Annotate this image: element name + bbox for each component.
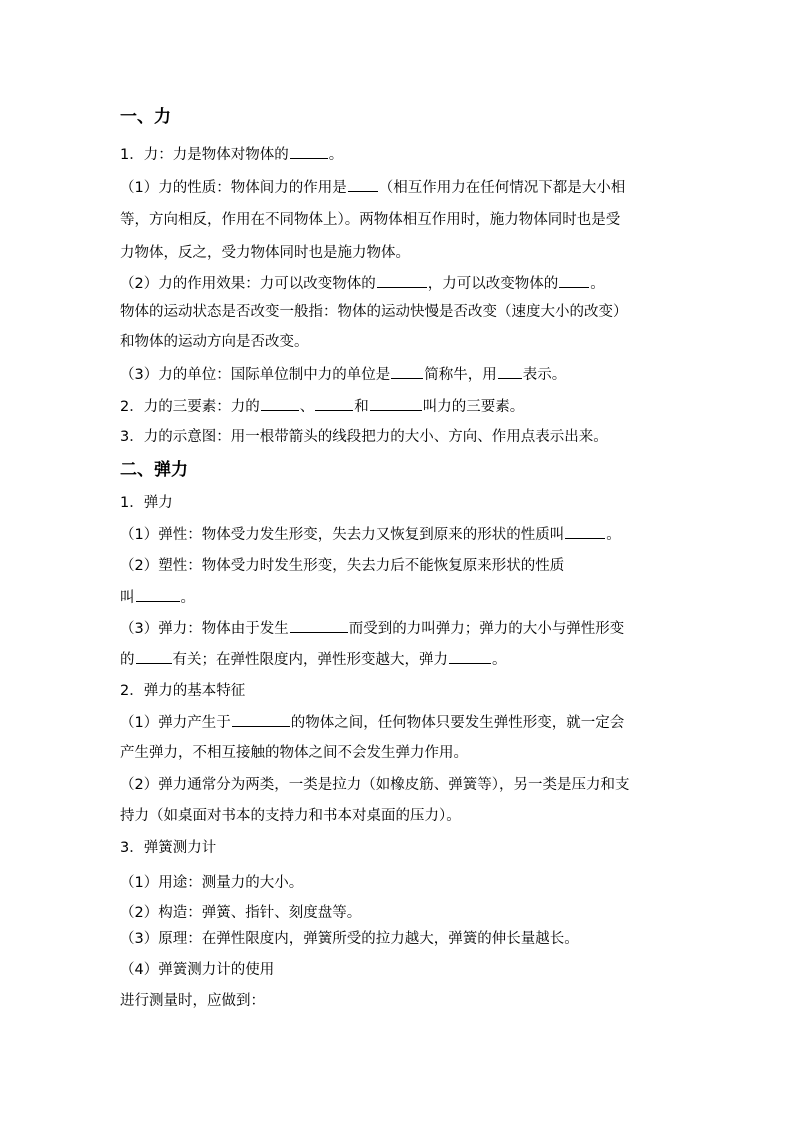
paragraph-force-nature-1 — [120, 177, 625, 198]
text: （1）弹性：物体受力发生形变，失去力又恢复到原来的形状的性质叫 — [120, 527, 565, 543]
text: 。 — [328, 147, 344, 163]
text: 1．力：力是物体对物体的 — [120, 147, 289, 163]
paragraph-elastic-force-2 — [120, 649, 507, 670]
fill-blank — [377, 273, 427, 288]
text: 而受到的力叫弹力；弹力的大小与弹性形变 — [348, 621, 625, 637]
fill-blank — [498, 364, 522, 379]
text: 、 — [299, 399, 315, 415]
text: 的物体之间，任何物体只要发生弹性形变，就一定会 — [290, 715, 625, 731]
paragraph-spring-principle: （3）原理：在弹性限度内，弹簧所受的拉力越大，弹簧的伸长量越长。 — [120, 931, 579, 947]
paragraph-spring-usage: （4）弹簧测力计的使用 — [120, 962, 275, 978]
fill-blank — [565, 524, 605, 539]
paragraph-feature-1a — [120, 712, 624, 733]
section-heading-force: 一、力 — [120, 107, 171, 127]
paragraph-force-nature-3: 力物体，反之，受力物体同时也是施力物体。 — [120, 245, 410, 261]
fill-blank — [370, 396, 422, 411]
fill-blank — [315, 396, 353, 411]
text: （1）弹力产生于 — [120, 715, 231, 731]
text: 的 — [120, 652, 135, 668]
text: （3）力的单位：国际单位制中力的单位是 — [120, 367, 391, 383]
fill-blank — [136, 649, 172, 664]
paragraph-plasticity-2 — [120, 587, 195, 608]
paragraph-force-effect — [120, 273, 605, 294]
text: 。 — [492, 652, 507, 668]
paragraph-elastic-force-1 — [120, 618, 624, 639]
paragraph-motion-state-2: 和物体的运动方向是否改变。 — [120, 334, 309, 350]
text: （1）力的性质：物体间力的作用是 — [120, 180, 347, 196]
text: 。 — [590, 276, 605, 292]
paragraph-feature-2b: 持力（如桌面对书本的支持力和书本对桌面的压力）。 — [120, 808, 461, 824]
paragraph-feature-1b: 产生弹力，不相互接触的物体之间不会发生弹力作用。 — [120, 745, 468, 761]
text: 有关；在弹性限度内，弹性形变越大，弹力 — [172, 652, 448, 668]
text: 。 — [180, 590, 195, 606]
subheading-elastic-force: 1．弹力 — [120, 495, 173, 511]
paragraph-motion-state-1: 物体的运动状态是否改变一般指：物体的运动快慢是否改变（速度大小的改变） — [120, 304, 628, 320]
paragraph-feature-2a: （2）弹力通常分为两类，一类是拉力（如橡皮筋、弹簧等），另一类是压力和支 — [120, 777, 630, 793]
text: ，力可以改变物体的 — [427, 276, 559, 292]
subheading-spring-scale: 3．弹簧测力计 — [120, 840, 217, 856]
fill-blank — [232, 712, 290, 727]
text: （相互作用力在任何情况下都是大小相 — [378, 180, 626, 196]
fill-blank — [348, 177, 378, 192]
paragraph-force-definition — [120, 144, 343, 165]
paragraph-elasticity — [120, 524, 621, 545]
subheading-elastic-features: 2．弹力的基本特征 — [120, 683, 246, 699]
text: （3）弹力：物体由于发生 — [120, 621, 289, 637]
fill-blank — [290, 618, 348, 633]
paragraph-three-elements — [120, 396, 524, 417]
paragraph-force-nature-2: 等，方向相反，作用在不同物体上）。两物体相互作用时，施力物体同时也是受 — [120, 212, 621, 228]
text: （2）力的作用效果：力可以改变物体的 — [120, 276, 376, 292]
text: 和 — [354, 399, 369, 415]
fill-blank — [391, 364, 423, 379]
paragraph-force-diagram: 3．力的示意图：用一根带箭头的线段把力的大小、方向、作用点表示出来。 — [120, 429, 608, 445]
text: 。 — [606, 527, 621, 543]
text: 2．力的三要素：力的 — [120, 399, 260, 415]
section-heading-elastic-force: 二、弹力 — [120, 460, 188, 480]
fill-blank — [261, 396, 299, 411]
text: 叫力的三要素。 — [422, 399, 525, 415]
text: 叫 — [120, 590, 135, 606]
paragraph-spring-structure: （2）构造：弹簧、指针、刻度盘等。 — [120, 905, 362, 921]
text: 表示。 — [522, 367, 567, 383]
fill-blank — [449, 649, 491, 664]
paragraph-force-unit — [120, 364, 566, 385]
text: 简称牛，用 — [424, 367, 497, 383]
fill-blank — [559, 273, 589, 288]
paragraph-plasticity-1: （2）塑性：物体受力时发生形变，失去力后不能恢复原来形状的性质 — [120, 558, 565, 574]
paragraph-measurement-note: 进行测量时，应做到： — [120, 993, 265, 1009]
paragraph-spring-use: （1）用途：测量力的大小。 — [120, 875, 304, 891]
fill-blank — [290, 144, 328, 159]
fill-blank — [136, 587, 180, 602]
